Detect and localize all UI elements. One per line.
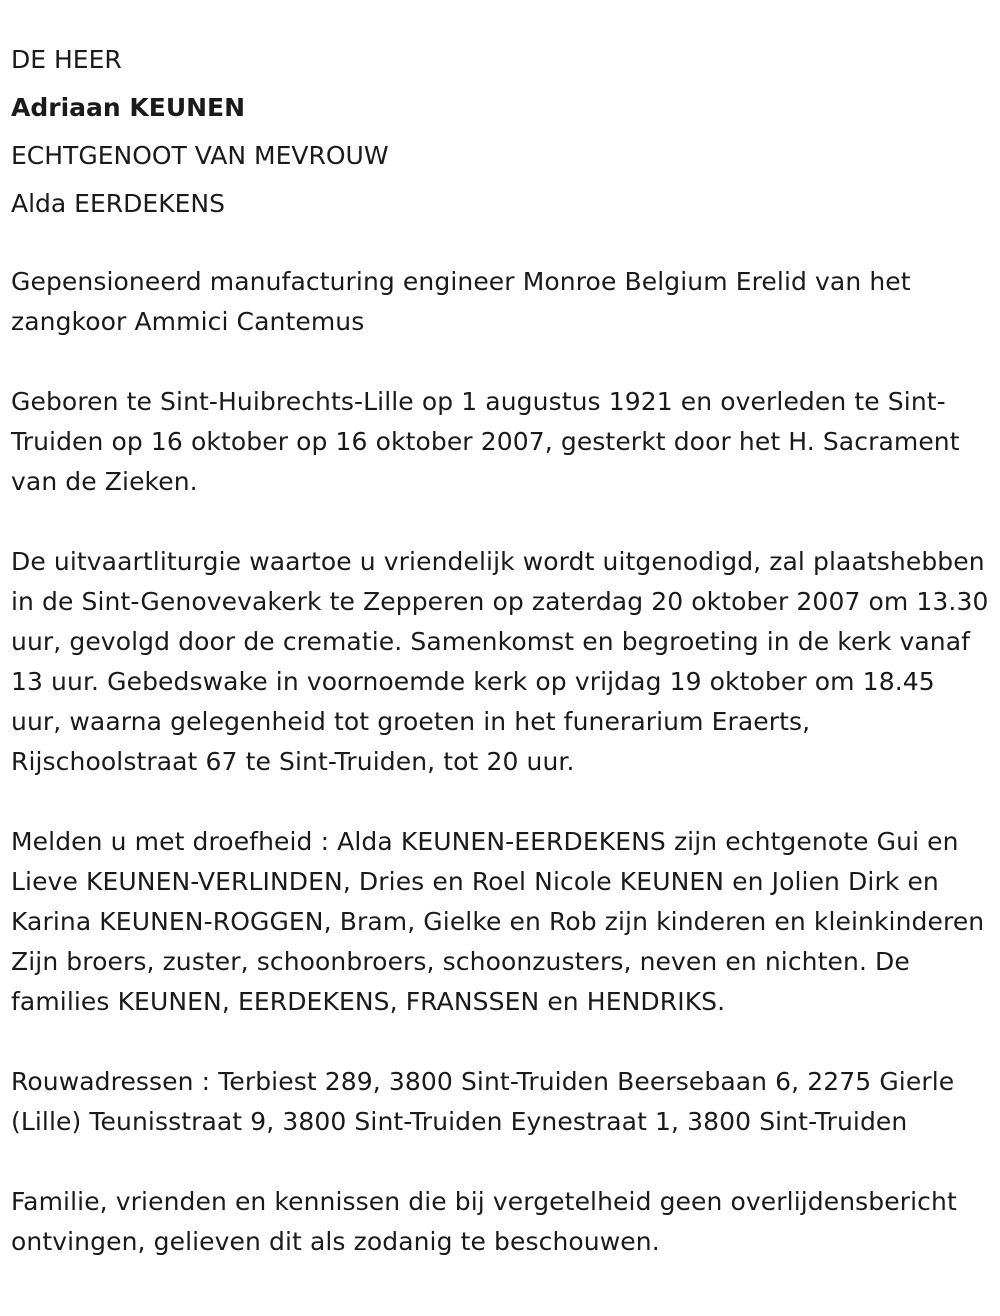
closing-paragraph: Familie, vrienden en kennissen die bij vergetelheid geen overlijdensbericht ontvingen, gelieven dit als zodanig te beschouwen. <box>11 1187 957 1256</box>
spacer <box>11 228 990 262</box>
spacer <box>11 342 990 382</box>
birth-death-paragraph: Geboren te Sint-Huibrechts-Lille op 1 augustus 1921 en overleden te Sint-Truiden op 16 oktober op 16 oktober 2007, gesterkt door het H. Sacrament van de Zieken. <box>11 387 960 496</box>
funeral-paragraph: De uitvaartliturgie waartoe u vriendelijk wordt uitgenodigd, zal plaatshebben in de Sint-Genovevakerk te Zepperen op zaterdag 20 oktober 2007 om 13.30 uur, gevolgd door de crematie. Samenkomst en begroeting in de kerk vanaf 13 uur. Gebedswake in voornoemde kerk op vrijdag 19 oktober om 18.45 uur, waarna gelegenheid tot groeten in het funerarium Eraerts, Rijschoolstraat 67 te Sint-Truiden, tot 20 uur. <box>11 547 989 776</box>
spouse-name: Alda EERDEKENS <box>11 189 225 218</box>
profession-paragraph: Gepensioneerd manufacturing engineer Monroe Belgium Erelid van het zangkoor Ammici Cantemus <box>11 267 911 336</box>
addresses-paragraph: Rouwadressen : Terbiest 289, 3800 Sint-Truiden Beersebaan 6, 2275 Gierle (Lille) Teunisstraat 9, 3800 Sint-Truiden Eynestraat 1, 3800 Sint-Truiden <box>11 1067 955 1136</box>
family-paragraph: Melden u met droefheid : Alda KEUNEN-EERDEKENS zijn echtgenote Gui en Lieve KEUNEN-VERLINDEN, Dries en Roel Nicole KEUNEN en Jolien Dirk en Karina KEUNEN-ROGGEN, Bram, Gielke en Rob zijn kinderen en kleinkinderen Zijn broers, zuster, schoonbroers, schoonzusters, neven en nichten. De families KEUNEN, EERDEKENS, FRANSSEN en HENDRIKS. <box>11 827 985 1016</box>
salutation: DE HEER <box>11 45 122 74</box>
deceased-name: Adriaan KEUNEN <box>11 93 246 122</box>
spacer <box>11 1142 990 1182</box>
spacer <box>11 782 990 822</box>
spacer <box>11 502 990 542</box>
relation-line: ECHTGENOOT VAN MEVROUW <box>11 141 389 170</box>
spacer <box>11 1022 990 1062</box>
